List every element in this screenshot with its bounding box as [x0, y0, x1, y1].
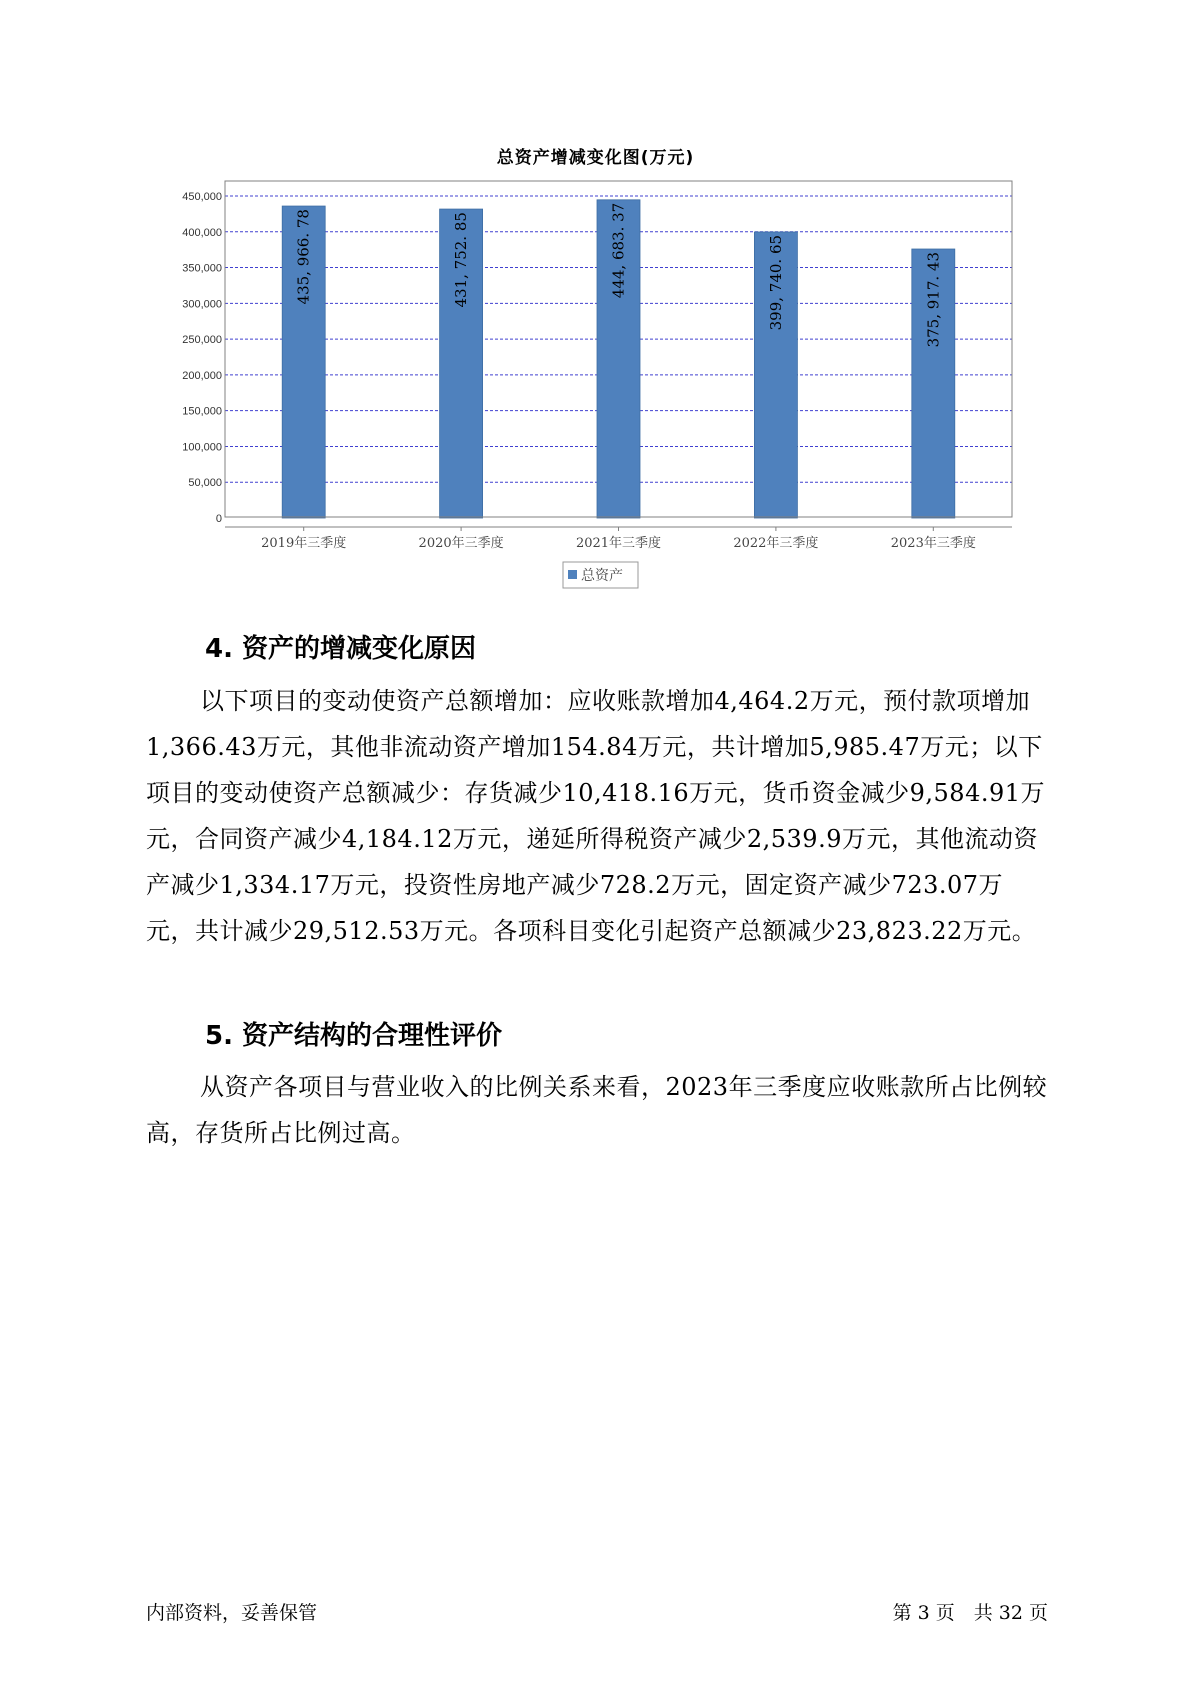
y-tick-label: 50,000 [188, 477, 222, 490]
y-tick-label: 400,000 [182, 226, 222, 239]
legend-swatch [568, 570, 577, 579]
chart-title: 总资产增减变化图(万元) [496, 148, 695, 168]
y-tick-label: 300,000 [182, 298, 222, 311]
x-tick-label: 2019年三季度 [261, 536, 347, 551]
y-tick-label: 200,000 [182, 369, 222, 382]
section-5-heading: 5. 资产结构的合理性评价 [205, 1021, 503, 1051]
bar-data-label: 399, 740. 65 [766, 234, 785, 331]
footer-confidential-note: 内部资料，妥善保管 [146, 1602, 318, 1624]
section-5-body: 从资产各项目与营业收入的比例关系来看，2023年三季度应收账款所占比例较高，存货所占比例过高。 [146, 1073, 1048, 1147]
bar-data-label: 375, 917. 43 [924, 252, 943, 348]
y-tick-label: 250,000 [182, 334, 222, 347]
y-tick-label: 150,000 [182, 405, 222, 418]
bar-data-label: 435, 966. 78 [294, 209, 313, 305]
y-tick-label: 450,000 [182, 191, 222, 203]
total-assets-bar-chart [0, 0, 1191, 600]
x-tick-label: 2022年三季度 [733, 536, 819, 551]
section-4-body: 以下项目的变动使资产总额增加：应收账款增加4,464.2万元，预付款项增加1,366.43万元，其他非流动资产增加154.84万元，共计增加5,985.47万元；以下项目的变动使资产总额减少：存货减少10,418.16万元，货币资金减少9,584.91万元，合同资产减少4,184.12万元，递延所得税资产减少2,539.9万元，其他流动资产减少1,334.17万元，投资性房地产减少728.2万元，固定资产减少723.07万元，共计减少29,512.53万元。各项科目变化引起资产总额减少23,823.22万元。 [146, 687, 1046, 945]
y-tick-label: 100,000 [182, 441, 222, 454]
footer-page-number: 第 3 页 共 32 页 [892, 1602, 1048, 1624]
x-tick-label: 2023年三季度 [890, 536, 976, 551]
x-tick-label: 2020年三季度 [418, 536, 504, 551]
bar-data-label: 431, 752. 85 [452, 212, 471, 308]
y-tick-label: 0 [215, 513, 222, 525]
section-4-paragraph [146, 678, 1051, 954]
legend-label: 总资产 [581, 568, 623, 584]
bar-data-label: 444, 683. 37 [609, 202, 628, 299]
x-tick-label: 2021年三季度 [575, 536, 662, 551]
section-5-paragraph [146, 1064, 1051, 1156]
section-4-heading: 4. 资产的增减变化原因 [205, 634, 477, 664]
y-tick-label: 350,000 [182, 262, 222, 275]
